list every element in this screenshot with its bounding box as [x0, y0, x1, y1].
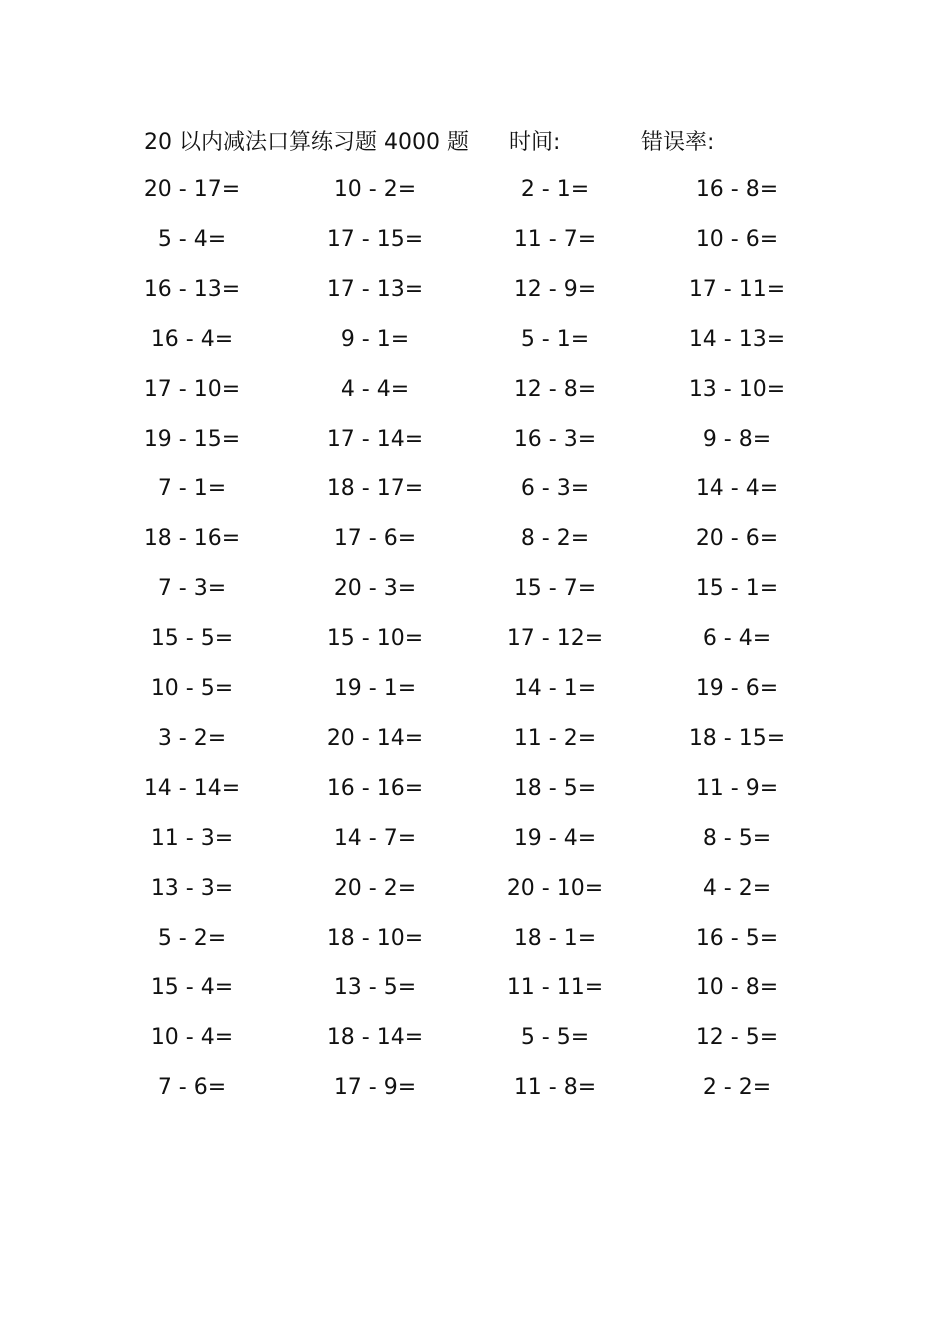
problem-item: 11 - 3= — [150, 825, 234, 851]
error-rate-label: 错误率: — [641, 130, 715, 155]
time-label: 时间: — [509, 130, 561, 155]
problem-item: 3 - 2= — [157, 725, 227, 751]
problem-item: 17 - 12= — [506, 626, 604, 652]
problem-item: 14 - 7= — [333, 825, 417, 851]
problem-item: 15 - 5= — [150, 626, 234, 652]
problem-item: 11 - 11= — [506, 975, 604, 1001]
problem-item: 14 - 4= — [695, 476, 779, 502]
problem-item: 8 - 2= — [520, 526, 590, 552]
problem-item: 10 - 4= — [150, 1025, 234, 1051]
problem-item: 10 - 6= — [695, 226, 779, 252]
problem-item: 18 - 1= — [513, 925, 597, 951]
problem-item: 5 - 4= — [157, 226, 227, 252]
problem-item: 11 - 8= — [513, 1075, 597, 1101]
problem-item: 16 - 8= — [695, 177, 779, 202]
problem-item: 20 - 2= — [333, 875, 417, 901]
problem-item: 16 - 5= — [695, 925, 779, 951]
problem-item: 19 - 6= — [695, 676, 779, 701]
problem-item: 17 - 10= — [143, 376, 241, 402]
problem-item: 19 - 15= — [143, 426, 241, 452]
problem-item: 17 - 11= — [688, 276, 786, 302]
problem-item: 20 - 14= — [326, 725, 424, 751]
problem-item: 18 - 10= — [326, 925, 424, 951]
problem-item: 14 - 14= — [143, 775, 241, 801]
problem-item: 16 - 4= — [150, 326, 234, 352]
problem-item: 6 - 4= — [702, 626, 772, 652]
problem-item: 15 - 10= — [326, 626, 424, 652]
worksheet-title: 20 以内减法口算练习题 4000 题 — [144, 130, 469, 155]
problem-item: 2 - 1= — [520, 177, 590, 202]
problem-item: 18 - 17= — [326, 476, 424, 502]
problem-item: 6 - 3= — [520, 476, 590, 502]
problem-item: 17 - 6= — [333, 526, 417, 552]
problem-item: 7 - 3= — [157, 576, 227, 602]
problem-item: 9 - 1= — [340, 326, 410, 352]
problem-item: 12 - 5= — [695, 1025, 779, 1051]
problem-item: 17 - 15= — [326, 226, 424, 252]
problem-item: 5 - 2= — [157, 925, 227, 951]
problem-item: 10 - 5= — [150, 676, 234, 701]
problem-item: 16 - 13= — [143, 276, 241, 302]
problem-item: 12 - 9= — [513, 276, 597, 302]
problem-item: 18 - 15= — [688, 725, 786, 751]
problem-item: 15 - 7= — [513, 576, 597, 602]
problem-item: 13 - 10= — [688, 376, 786, 402]
problem-item: 12 - 8= — [513, 376, 597, 402]
problem-item: 20 - 17= — [143, 177, 241, 202]
problem-item: 4 - 2= — [702, 875, 772, 901]
problem-item: 17 - 13= — [326, 276, 424, 302]
problem-item: 11 - 9= — [695, 775, 779, 801]
problem-item: 17 - 9= — [333, 1075, 417, 1101]
problem-item: 5 - 1= — [520, 326, 590, 352]
problem-item: 14 - 13= — [688, 326, 786, 352]
problem-item: 7 - 6= — [157, 1075, 227, 1101]
problem-item: 7 - 1= — [157, 476, 227, 502]
problem-item: 5 - 5= — [520, 1025, 590, 1051]
problem-item: 18 - 16= — [143, 526, 241, 552]
problem-item: 16 - 16= — [326, 775, 424, 801]
problem-item: 19 - 1= — [333, 676, 417, 701]
problem-item: 20 - 3= — [333, 576, 417, 602]
problem-item: 13 - 5= — [333, 975, 417, 1001]
problem-item: 11 - 7= — [513, 226, 597, 252]
problem-item: 19 - 4= — [513, 825, 597, 851]
problem-item: 16 - 3= — [513, 426, 597, 452]
problem-item: 15 - 1= — [695, 576, 779, 602]
problem-item: 11 - 2= — [513, 725, 597, 751]
problem-item: 10 - 8= — [695, 975, 779, 1001]
problem-item: 14 - 1= — [513, 676, 597, 701]
problem-item: 20 - 6= — [695, 526, 779, 552]
problem-item: 20 - 10= — [506, 875, 604, 901]
problem-item: 18 - 14= — [326, 1025, 424, 1051]
problem-item: 18 - 5= — [513, 775, 597, 801]
problem-item: 13 - 3= — [150, 875, 234, 901]
problem-item: 15 - 4= — [150, 975, 234, 1001]
problem-item: 10 - 2= — [333, 177, 417, 202]
problem-item: 8 - 5= — [702, 825, 772, 851]
problem-item: 2 - 2= — [702, 1075, 772, 1101]
problem-item: 4 - 4= — [340, 376, 410, 402]
problem-item: 17 - 14= — [326, 426, 424, 452]
problem-item: 9 - 8= — [702, 426, 772, 452]
